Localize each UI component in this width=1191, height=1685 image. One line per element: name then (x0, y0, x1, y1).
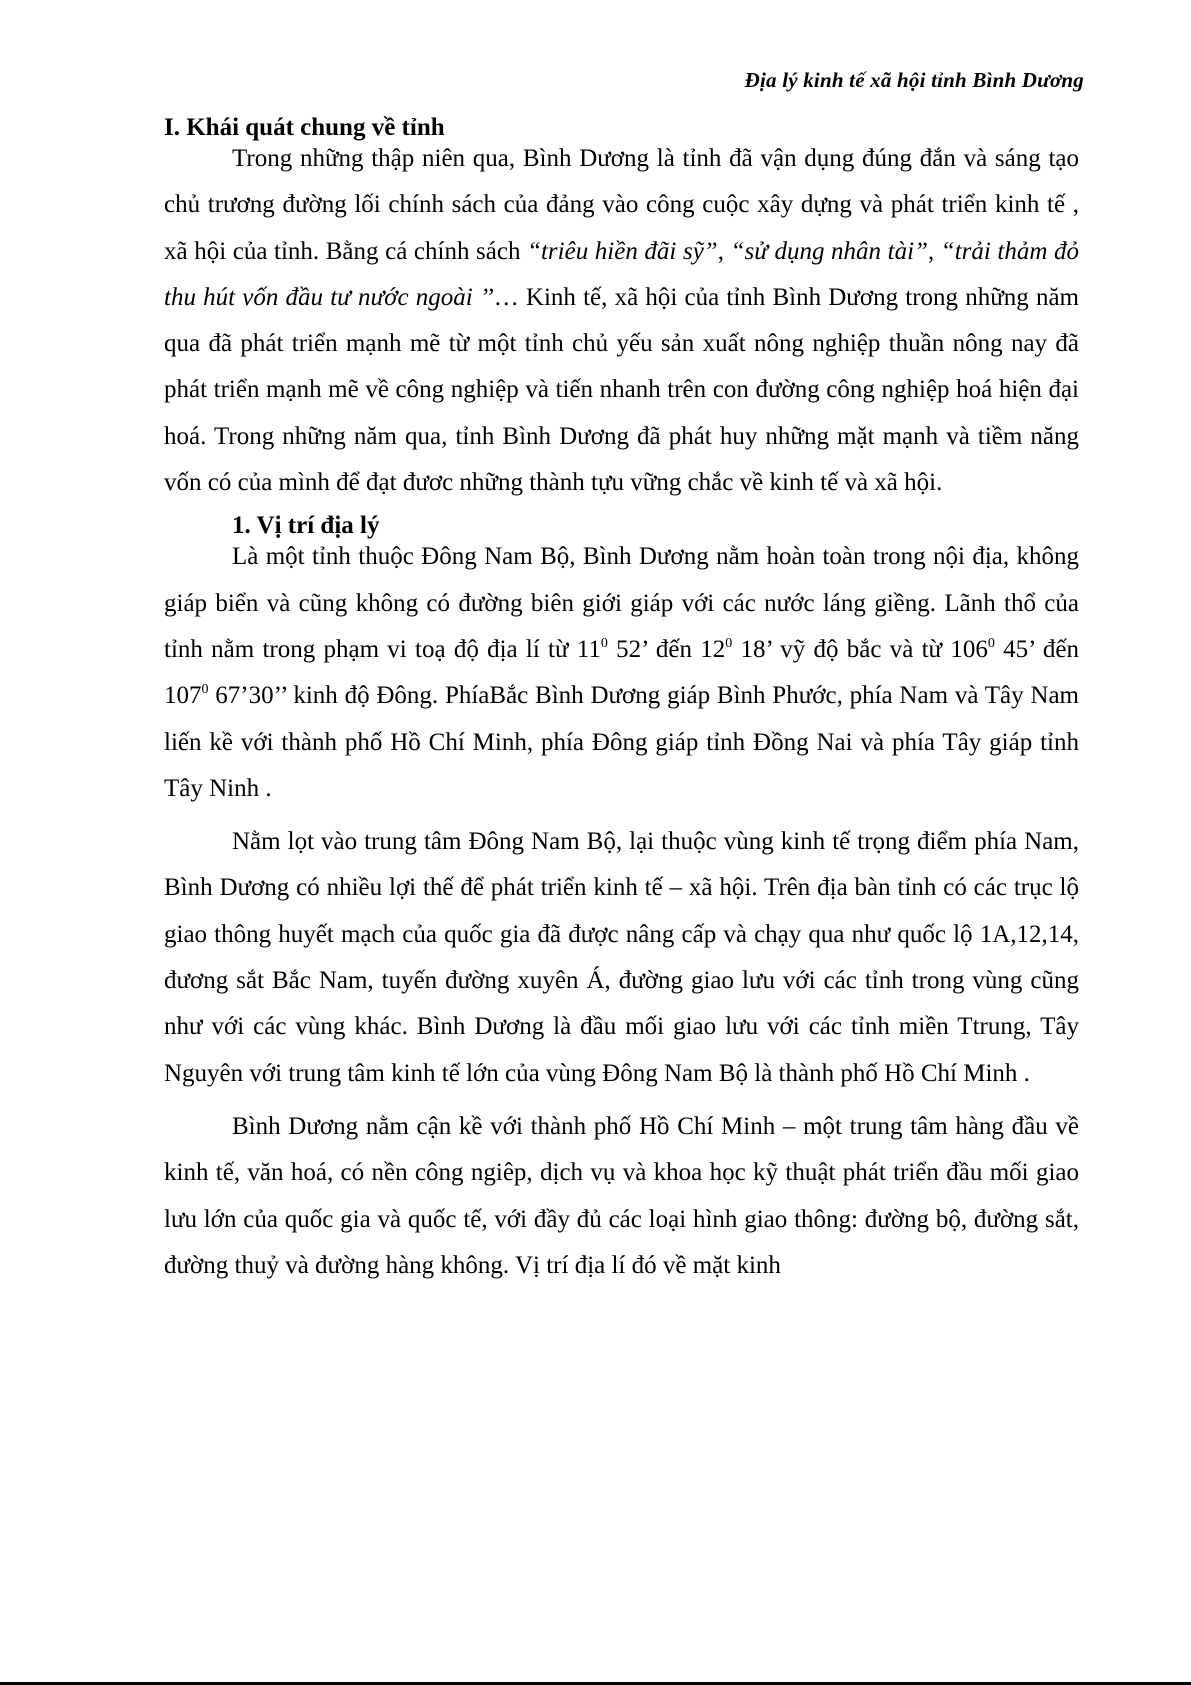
intro-text-4: … Kinh tế, xã hội của tỉnh Bình Dương trong những năm qua đã phát triển mạnh mẽ từ một tỉnh chủ yếu sản xuất nông nghiệp thuần nông nay đã phát triển mạnh mẽ về công nghiệp và tiến nhanh trên con đường công nghiệp hoá hiện đại hoá. Trong những năm qua, tỉnh Bình Dương đã phát huy những mặt mạnh và tiềm năng vốn có của mình để đạt đươc những thành tựu vững chắc về kinh tế và xã hội. (164, 283, 1079, 497)
economic-region-paragraph: Nằm lọt vào trung tâm Đông Nam Bộ, lại thuộc vùng kinh tế trọng điểm phía Nam, Bình Dương có nhiều lợi thế để phát triển kinh tế – xã hội. Trên địa bàn tỉnh có các trục lộ giao thông huyết mạch của quốc gia đã được nâng cấp và chạy qua như quốc lộ 1A,12,14, đương sắt Bắc Nam, tuyến đường xuyên Á, đường giao lưu với các tỉnh trong vùng cũng như với các vùng khác. Bình Dương là đầu mối giao lưu với các tỉnh miền Ttrung, Tây Nguyên với trung tâm kinh tế lớn của vùng Đông Nam Bộ là thành phố Hồ Chí Minh . (164, 828, 1079, 1087)
intro-text-1: Trong những thập niên qua, Bình Dương là tỉnh đã vận dụng đúng đắn và sáng tạo chủ trương đường lối chính sách của đảng vào công cuộc xây dựng và phát triển kinh tế , xã hội của tỉnh. Bằng cá chính sách (164, 145, 1079, 265)
quote-trai-tham-do: “trải thảm đỏ thu hút vốn đầu tư nước ngoài ’’ (164, 237, 1080, 311)
location-text-5: 67’30’’ kinh độ Đông. PhíaBắc Bình Dương giáp Bình Phước, phía Nam và Tây Nam liến kề với thành phố Hồ Chí Minh, phía Đông giáp tỉnh Đồng Nai và phía Tây giáp tỉnh Tây Ninh . (164, 682, 1079, 802)
running-header: Địa lý kinh tế xã hội tỉnh Bình Dương (744, 68, 1084, 92)
intro-text-2: , (717, 237, 731, 265)
intro-paragraph (164, 136, 1079, 506)
degree-superscript: 0 (987, 635, 995, 651)
hcm-proximity-paragraph: Bình Dương nằm cận kề với thành phố Hồ Chí Minh – một trung tâm hàng đầu về kinh tế, văn hoá, có nền công ngiêp, dịch vụ và khoa học kỹ thuật phát triển đầu mối giao lưu lớn của quốc gia và quốc tế, với đầy đủ các loại hình giao thông: đường bộ, đường sắt, đường thuỷ và đường hàng không. Vị trí địa lí đó về mặt kinh (164, 1112, 1079, 1279)
degree-superscript: 0 (725, 635, 733, 651)
location-paragraph (164, 534, 1079, 812)
page-content (164, 108, 1079, 1289)
degree-superscript: 0 (600, 635, 608, 651)
location-text-1: Là một tỉnh thuộc Đông Nam Bộ, Bình Dương nằm hoàn toàn trong nội địa, không giáp biển và cũng không có đường biên giới giáp với các nước láng giềng. Lãnh thổ của tỉnh nằm trong phạm vi toạ độ địa lí từ 11 (164, 543, 1079, 663)
subsection-heading: 1. Vị trí địa lý (232, 512, 380, 540)
quote-su-dung-nhan-tai: “sử dụng nhân tài” (730, 237, 928, 265)
degree-superscript: 0 (201, 682, 209, 698)
location-text-4: 45’ đến 107 (164, 635, 1079, 710)
location-text-2: 52’ đến 12 (607, 635, 726, 663)
intro-text-3: , (927, 237, 941, 265)
section-heading: I. Khái quát chung về tỉnh (164, 114, 445, 141)
quote-trieu-hien-dai-sy: “triêu hiền đãi sỹ” (527, 237, 718, 265)
location-text-3: 18’ vỹ độ bắc và từ 106 (732, 635, 988, 663)
